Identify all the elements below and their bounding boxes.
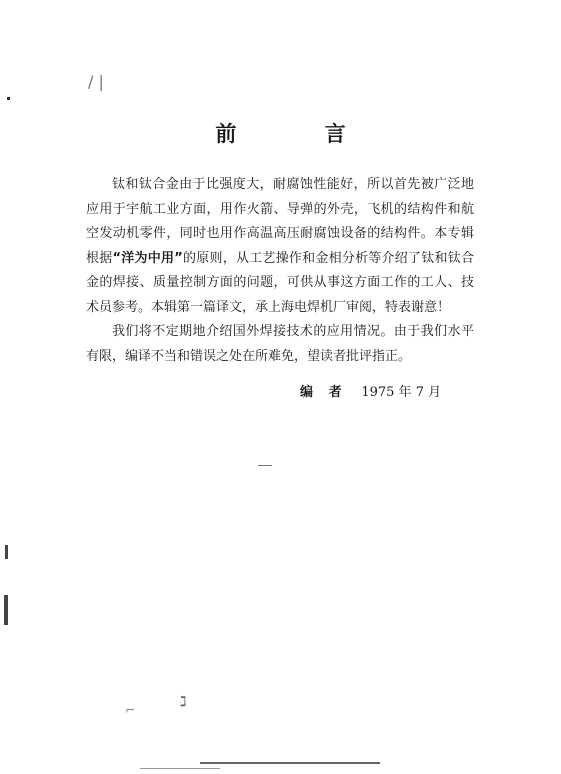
pencil-mark: / |: [88, 72, 104, 91]
left-margin-dot: [7, 97, 10, 100]
scan-line: [200, 762, 380, 764]
paragraph-1-text-cont: 的原则，从工艺操作和金相分析等介绍了钛和钛合金的焊接、质量控制方面的问题，可供从事这方面工作的工人、技术员参考。本辑第一篇译文，承上海电焊机厂审阅，特表谢意！: [86, 250, 474, 315]
scan-line: [140, 768, 220, 769]
signature-date: 1975 年 7 月: [361, 385, 442, 400]
paragraph-1-text: 钛和钛合金由于比强度大，耐腐蚀性能好，所以首先被广泛地应用于宇航工业方面，用作火箭、导弹的外壳，飞机的结构件和航空发动机零件，同时也用作高温高压耐腐蚀设备的结构件。本专辑根据: [86, 177, 474, 266]
pencil-mark: ⌐: [125, 703, 136, 717]
scan-line: [258, 465, 272, 466]
paragraph-1-emphasis: “洋为中用”: [112, 250, 183, 266]
left-margin-mark: [4, 595, 8, 625]
signature: [300, 381, 441, 400]
paragraph-1: [86, 173, 474, 320]
page-title: 前 言: [215, 122, 380, 146]
signature-label: 编者: [300, 385, 358, 400]
pencil-mark: ℷ: [180, 694, 187, 710]
left-margin-mark: [5, 545, 8, 559]
paragraph-2: 我们将不定期地介绍国外焊接技术的应用情况。由于我们水平有限，编译不当和错误之处在所难免，望读者批评指正。: [86, 324, 474, 364]
preface-body: [86, 173, 474, 369]
